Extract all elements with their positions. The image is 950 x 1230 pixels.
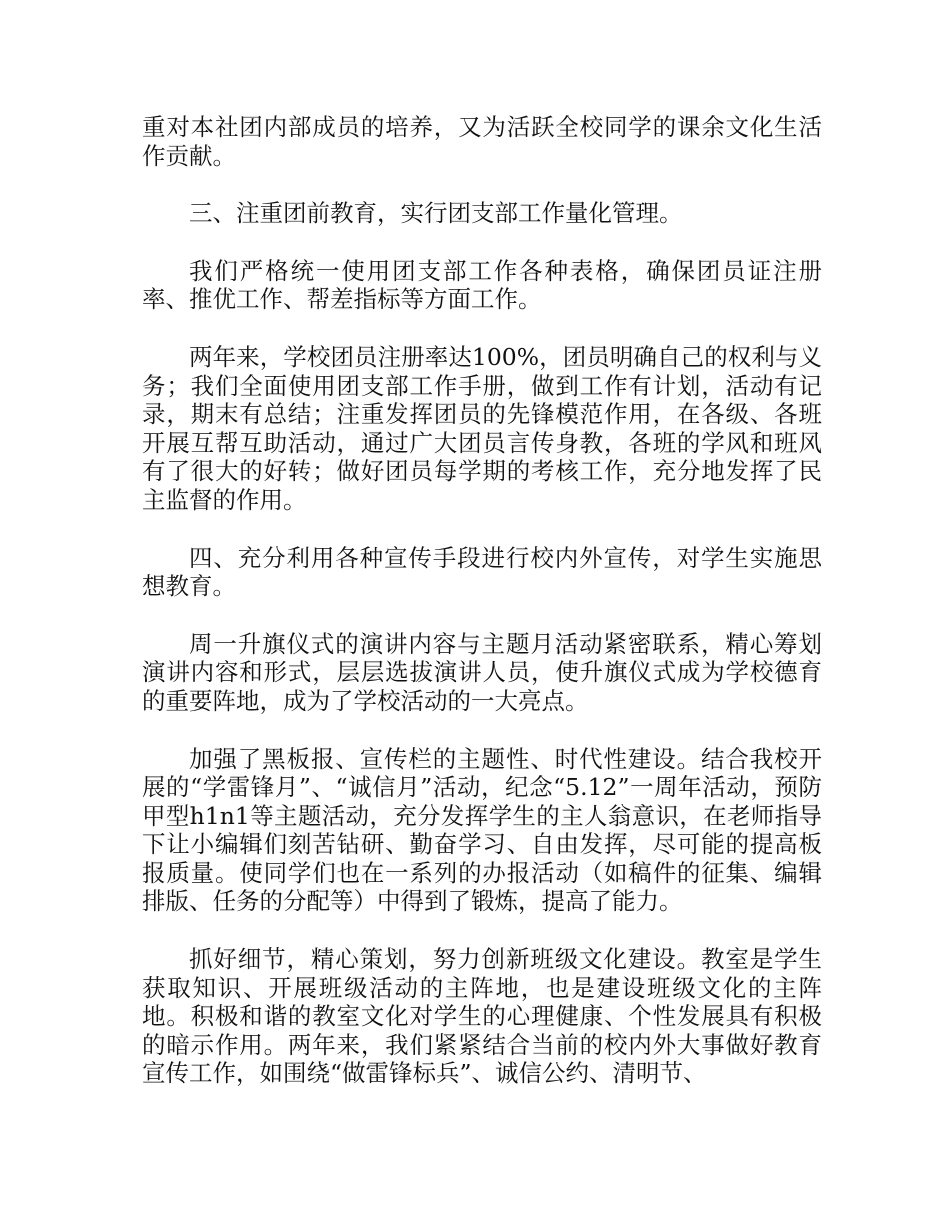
paragraph-7: 加强了黑板报、宣传栏的主题性、时代性建设。结合我校开展的“学雷锋月”、“诚信月”活动，纪念“5.12”一周年活动，预防甲型h1n1等主题活动，充分发挥学生的主人翁意识，在老师指导下让小编辑们刻苦钻研、勤奋学习、自由发挥，尽可能的提高板报质量。使同学们也在一系列的办报活动（如稿件的征集、编辑排版、任务的分配等）中得到了锻炼，提高了能力。: [142, 744, 822, 916]
paragraph-6: 周一升旗仪式的演讲内容与主题月活动紧密联系，精心筹划演讲内容和形式，层层选拔演讲人员，使升旗仪式成为学校德育的重要阵地，成为了学校活动的一大亮点。: [142, 629, 822, 715]
section-heading-4: 四、充分利用各种宣传手段进行校内外宣传，对学生实施思想教育。: [142, 543, 822, 601]
paragraph-3: 我们严格统一使用团支部工作各种表格，确保团员证注册率、推优工作、帮差指标等方面工作。: [142, 256, 822, 314]
document-body: [142, 113, 822, 1088]
paragraph-1: 重对本社团内部成员的培养，又为活跃全校同学的课余文化生活作贡献。: [142, 113, 822, 170]
section-heading-3: 三、注重团前教育，实行团支部工作量化管理。: [189, 199, 683, 228]
paragraph-8: 抓好细节，精心策划，努力创新班级文化建设。教室是学生获取知识、开展班级活动的主阵地，也是建设班级文化的主阵地。积极和谐的教室文化对学生的心理健康、个性发展具有积极的暗示作用。两年来，我们紧紧结合当前的校内外大事做好教育宣传工作，如围绕“做雷锋标兵”、诚信公约、清明节、: [142, 945, 822, 1088]
paragraph-4: 两年来，学校团员注册率达100%，团员明确自己的权利与义务；我们全面使用团支部工作手册，做到工作有计划，活动有记录，期末有总结；注重发挥团员的先锋模范作用，在各级、各班开展互帮互助活动，通过广大团员言传身教，各班的学风和班风有了很大的好转；做好团员每学期的考核工作，充分地发挥了民主监督的作用。: [142, 342, 822, 514]
